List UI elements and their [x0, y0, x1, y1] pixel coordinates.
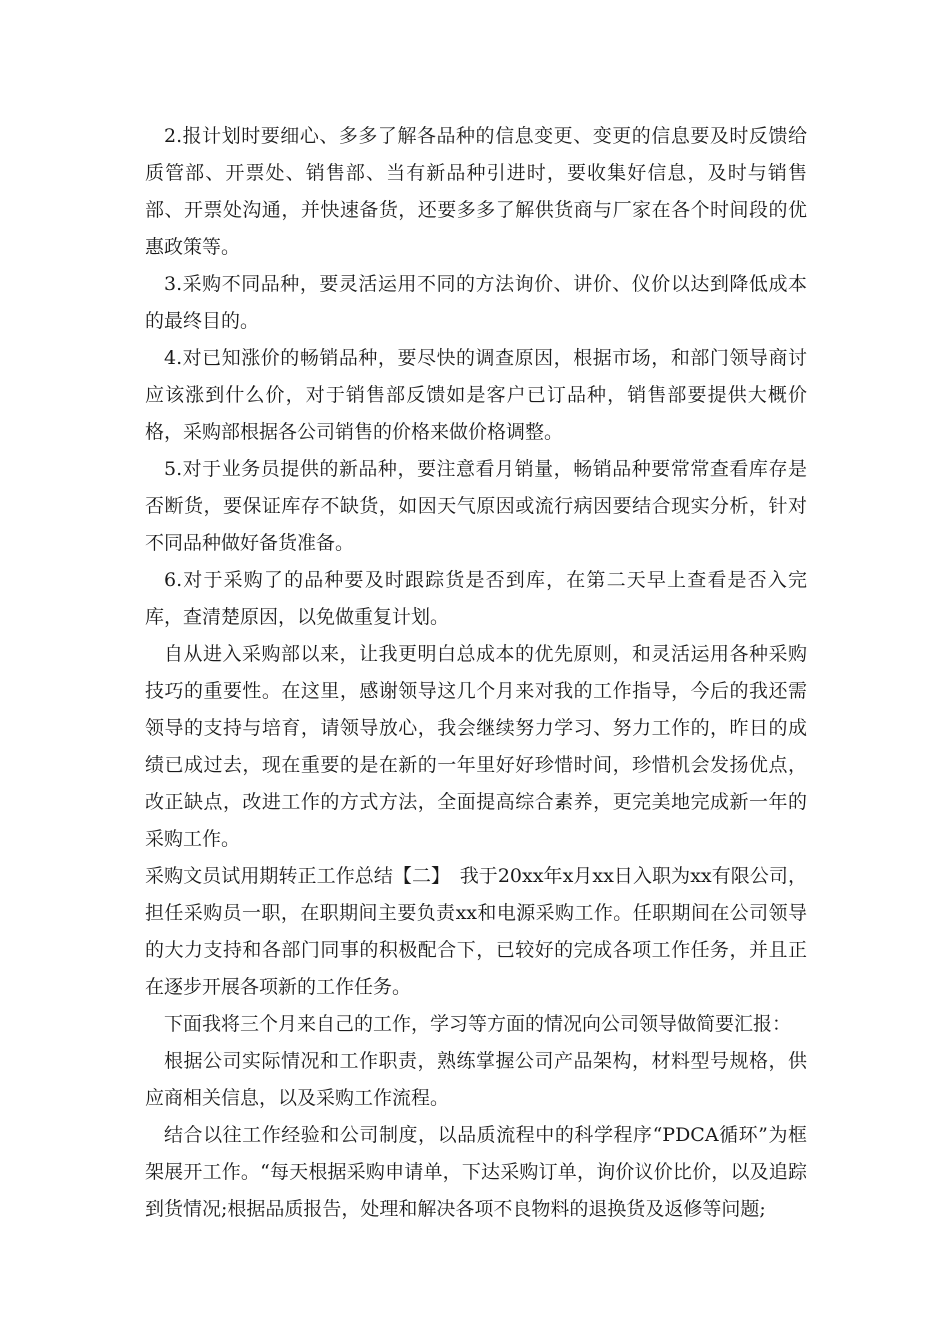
paragraph-report-intro: 下面我将三个月来自己的工作，学习等方面的情况向公司领导做简要汇报：	[164, 1013, 792, 1035]
paragraph-item-5: 5.对于业务员提供的新品种，要注意看月销量，畅销品种要常常查看库存是否断货，要保证库存不缺货，如因天气原因或流行病因要结合现实分析，针对不同品种做好备货准备。	[145, 458, 807, 554]
paragraph-item-2: 2.报计划时要细心、多多了解各品种的信息变更、变更的信息要及时反馈给质管部、开票处、销售部、当有新品种引进时，要收集好信息，及时与销售部、开票处沟通，并快速备货，还要多多了解供货商与厂家在各个时间段的优惠政策等。	[145, 125, 807, 258]
paragraph-item-6: 6.对于采购了的品种要及时跟踪货是否到库，在第二天早上查看是否入完库，查清楚原因，以免做重复计划。	[145, 569, 807, 628]
paragraph-item-4: 4.对已知涨价的畅销品种，要尽快的调查原因，根据市场，和部门领导商讨应该涨到什么价，对于销售部反馈如是客户已订品种，销售部要提供大概价格，采购部根据各公司销售的价格来做价格调整。	[145, 347, 807, 443]
paragraph-reflection: 自从进入采购部以来，让我更明白总成本的优先原则，和灵活运用各种采购技巧的重要性。在这里，感谢领导这几个月来对我的工作指导，今后的我还需领导的支持与培育，请领导放心，我会继续努力学习、努力工作的，昨日的成绩已成过去，现在重要的是在新的一年里好好珍惜时间，珍惜机会发扬优点，改正缺点，改进工作的方式方法，全面提高综合素养，更完美地完成新一年的采购工作。	[145, 643, 807, 850]
paragraph-duties: 根据公司实际情况和工作职责，熟练掌握公司产品架构，材料型号规格，供应商相关信息，以及采购工作流程。	[145, 1050, 807, 1109]
document-body	[145, 118, 807, 1228]
paragraph-section-two: 采购文员试用期转正工作总结【二】 我于20xx年x月xx日入职为xx有限公司，担任采购员一职，在职期间主要负责xx和电源采购工作。任职期间在公司领导的大力支持和各部门同事的积极配合下，已较好的完成各项工作任务，并且正在逐步开展各项新的工作任务。	[145, 865, 807, 998]
paragraph-pdca: 结合以往工作经验和公司制度，以品质流程中的科学程序“PDCA循环”为框架展开工作。“每天根据采购申请单，下达采购订单，询价议价比价，以及追踪到货情况;根据品质报告，处理和解决各项不良物料的退换货及返修等问题;	[145, 1124, 807, 1220]
paragraph-item-3: 3.采购不同品种，要灵活运用不同的方法询价、讲价、仪价以达到降低成本的最终目的。	[145, 273, 807, 332]
